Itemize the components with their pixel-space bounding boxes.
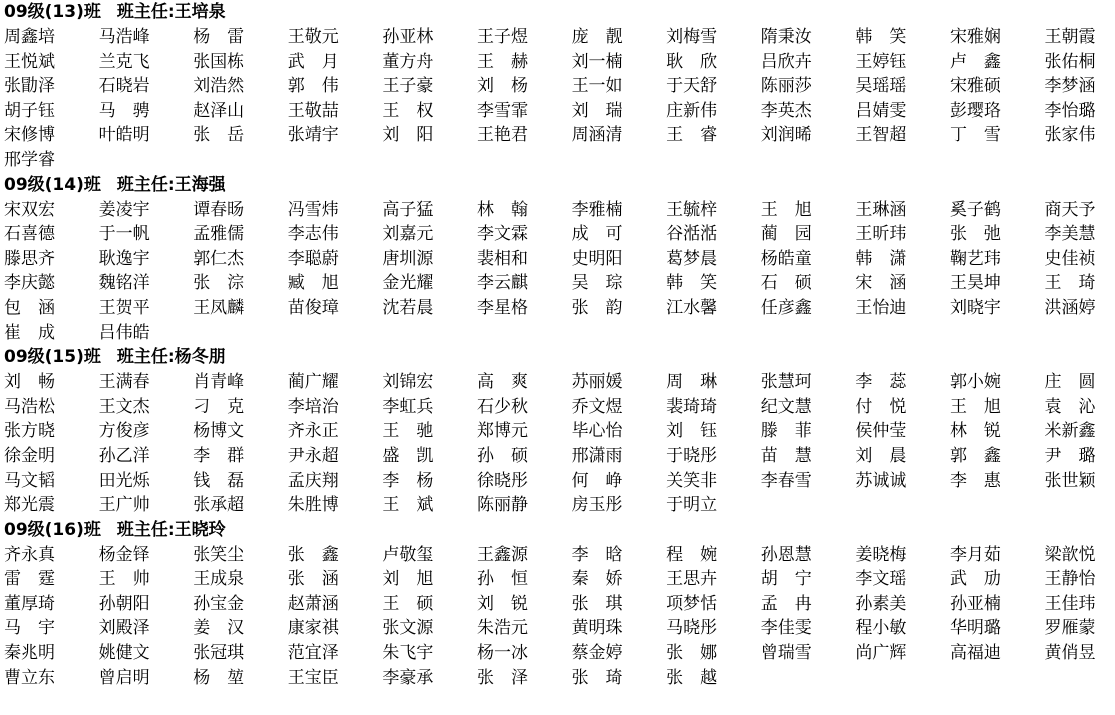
student-name: 雷 霆	[4, 569, 55, 590]
student-name: 吕欣卉	[760, 51, 812, 72]
student-name: 李 蕊	[855, 372, 907, 393]
student-name: 姜晓梅	[855, 544, 907, 565]
student-name: 商天予	[1044, 199, 1096, 220]
student-name: 徐晓彤	[476, 470, 528, 491]
student-name: 盛 凯	[382, 445, 434, 466]
student-name: 张 鑫	[287, 544, 339, 565]
student-name: 于天舒	[666, 76, 718, 97]
student-name: 刘 杨	[476, 76, 528, 97]
student-name: 李英杰	[760, 100, 812, 121]
student-name: 庞 靓	[571, 27, 623, 47]
student-name: 杨一冰	[476, 643, 528, 664]
student-name: 张 岳	[193, 125, 245, 146]
class-label: 09级(14)班	[4, 174, 101, 195]
student-name: 成 可	[571, 224, 623, 245]
student-name: 王一如	[571, 76, 623, 97]
student-name: 毕心怡	[571, 421, 623, 442]
student-name: 王成泉	[193, 569, 245, 590]
student-name: 王 驰	[382, 421, 434, 442]
student-name: 王 帅	[98, 569, 150, 590]
student-name: 房玉彤	[571, 495, 623, 516]
student-name: 刘浩然	[193, 76, 245, 97]
student-name: 杨皓童	[760, 248, 812, 269]
student-name: 李聪蔚	[287, 248, 339, 269]
student-name: 马晓彤	[666, 618, 718, 639]
student-name: 张家伟	[1044, 125, 1096, 146]
student-name: 王文杰	[98, 396, 150, 417]
student-name: 史佳祯	[1044, 248, 1096, 269]
student-name: 蔺 园	[760, 224, 812, 245]
student-name: 孙 硕	[476, 445, 528, 466]
class-label: 09级(16)班	[4, 519, 101, 540]
student-name: 苗俊璋	[287, 297, 339, 318]
class-label: 09级(13)班	[4, 2, 101, 22]
student-name: 包 涵	[4, 297, 55, 318]
student-name: 石晓岩	[98, 76, 150, 97]
student-name: 康家祺	[287, 618, 339, 639]
student-name: 李培治	[287, 396, 339, 417]
student-name-grid	[4, 25, 1115, 173]
student-name: 姚健文	[98, 643, 150, 664]
student-name: 董厚琦	[4, 593, 55, 614]
student-name: 耿逸宇	[98, 248, 150, 269]
student-name: 田光烁	[98, 470, 150, 491]
student-name: 谷湉湉	[666, 224, 718, 245]
student-name: 陈丽静	[476, 495, 528, 516]
student-name: 李 惠	[949, 470, 1001, 491]
student-name: 曾瑞雪	[760, 643, 812, 664]
student-name: 朱飞宇	[382, 643, 434, 664]
student-name: 王子煜	[476, 27, 528, 47]
student-name: 苏诚诚	[855, 470, 907, 491]
student-name: 齐永正	[287, 421, 339, 442]
student-name: 姜凌宇	[98, 199, 150, 220]
class-block	[4, 518, 1115, 691]
student-name: 孙乙洋	[98, 445, 150, 466]
student-name: 叶皓明	[98, 125, 150, 146]
student-name: 庄新伟	[666, 100, 718, 121]
student-name: 耿 欣	[666, 51, 718, 72]
class-header	[4, 518, 1115, 543]
student-name: 刘 旭	[382, 569, 434, 590]
student-name: 刘 阳	[382, 125, 434, 146]
student-name: 钱 磊	[193, 470, 245, 491]
student-name: 石 硕	[760, 273, 812, 294]
student-name: 郭小婉	[949, 372, 1001, 393]
student-name: 张 淙	[193, 273, 245, 294]
student-name: 邢学睿	[4, 149, 55, 170]
student-name: 崔 成	[4, 322, 55, 343]
student-name: 秦 娇	[571, 569, 623, 590]
student-name: 王 旭	[760, 199, 812, 220]
student-name: 王敬元	[287, 27, 339, 47]
student-name: 李 晗	[571, 544, 623, 565]
student-name: 沈若晨	[382, 297, 434, 318]
student-name: 马 骋	[98, 100, 150, 121]
student-name: 杨博文	[193, 421, 245, 442]
student-name: 朱胜博	[287, 495, 339, 516]
student-name: 刘梅雪	[666, 27, 718, 47]
student-name: 郑光震	[4, 495, 55, 516]
student-name: 宋雅硕	[949, 76, 1001, 97]
student-name: 吴瑶瑶	[855, 76, 907, 97]
student-name: 刘 钰	[666, 421, 718, 442]
student-name: 徐金明	[4, 445, 55, 466]
student-name: 方俊彦	[98, 421, 150, 442]
student-name: 王琳涵	[855, 199, 907, 220]
student-name: 王朝霞	[1044, 27, 1096, 47]
student-name: 张靖宇	[287, 125, 339, 146]
student-name: 冯雪炜	[287, 199, 339, 220]
student-name: 林 锐	[949, 421, 1001, 442]
student-name: 孙恩慧	[760, 544, 812, 565]
student-name: 米新鑫	[1044, 421, 1096, 442]
student-name: 庄 圆	[1044, 372, 1096, 393]
student-name: 肖青峰	[193, 372, 245, 393]
student-name: 张 弛	[949, 224, 1001, 245]
student-name: 张 越	[666, 667, 718, 688]
student-name: 高福迪	[949, 643, 1001, 664]
student-name: 李庆懿	[4, 273, 55, 294]
student-name: 唐圳源	[382, 248, 434, 269]
student-name: 秦兆明	[4, 643, 55, 664]
student-name: 王怡迪	[855, 297, 907, 318]
student-name: 张 琦	[571, 667, 623, 688]
student-name: 赵泽山	[193, 100, 245, 121]
student-name: 兰克飞	[98, 51, 150, 72]
student-name: 高 爽	[476, 372, 528, 393]
student-name: 李春雪	[760, 470, 812, 491]
student-name: 史明阳	[571, 248, 623, 269]
student-name: 项梦恬	[666, 593, 718, 614]
student-name: 李 群	[193, 445, 245, 466]
student-name: 马浩峰	[98, 27, 150, 47]
student-name: 曹立东	[4, 667, 55, 688]
student-name: 张 涵	[287, 569, 339, 590]
class-block	[4, 345, 1115, 518]
student-name: 李怡璐	[1044, 100, 1096, 121]
student-name: 洪涵婷	[1044, 297, 1096, 318]
student-name: 王佳玮	[1044, 593, 1096, 614]
student-name: 尹 璐	[1044, 445, 1096, 466]
student-name: 吕婧雯	[855, 100, 907, 121]
student-name: 罗雁蒙	[1044, 618, 1096, 639]
student-name: 李虹兵	[382, 396, 434, 417]
student-name: 董方舟	[382, 51, 434, 72]
student-name: 张 泽	[476, 667, 528, 688]
student-name: 王子豪	[382, 76, 434, 97]
student-name: 张国栋	[193, 51, 245, 72]
student-name: 宋双宏	[4, 199, 55, 220]
homeroom-teacher: 班主任:王海强	[116, 174, 226, 195]
student-name: 石少秋	[476, 396, 528, 417]
student-name: 张冠琪	[193, 643, 245, 664]
class-header	[4, 345, 1115, 370]
student-name: 王鑫源	[476, 544, 528, 565]
student-name: 王智超	[855, 125, 907, 146]
student-name: 吕伟皓	[98, 322, 150, 343]
class-header	[4, 0, 1115, 25]
student-name: 孙 恒	[476, 569, 528, 590]
student-name: 马浩松	[4, 396, 55, 417]
student-name: 裴琦琦	[666, 396, 718, 417]
student-name-grid	[4, 198, 1115, 346]
student-name: 李美慧	[1044, 224, 1096, 245]
student-name: 滕 菲	[760, 421, 812, 442]
student-name: 曾启明	[98, 667, 150, 688]
student-name: 张 韵	[571, 297, 623, 318]
student-name: 韩 笑	[666, 273, 718, 294]
student-name: 孙亚林	[382, 27, 434, 47]
student-name: 张 娜	[666, 643, 718, 664]
student-name: 孙宝金	[193, 593, 245, 614]
student-name: 孙朝阳	[98, 593, 150, 614]
student-name: 郭 鑫	[949, 445, 1001, 466]
student-name: 张笑尘	[193, 544, 245, 565]
student-name: 华明璐	[949, 618, 1001, 639]
student-name: 关笑非	[666, 470, 718, 491]
student-name: 齐永真	[4, 544, 55, 565]
student-name: 李志伟	[287, 224, 339, 245]
student-name: 张慧珂	[760, 372, 812, 393]
student-name: 马 宇	[4, 618, 55, 639]
student-name: 卢 鑫	[949, 51, 1001, 72]
student-name: 滕思齐	[4, 248, 55, 269]
student-name: 丁 雪	[949, 125, 1001, 146]
student-name: 孟庆翔	[287, 470, 339, 491]
homeroom-teacher: 班主任:王晓玲	[116, 519, 226, 540]
student-name: 李豪承	[382, 667, 434, 688]
student-name: 杨金铎	[98, 544, 150, 565]
student-name: 刘润晞	[760, 125, 812, 146]
student-name: 周 琳	[666, 372, 718, 393]
student-name: 李雪霏	[476, 100, 528, 121]
student-name: 魏铭洋	[98, 273, 150, 294]
student-name: 李文瑶	[855, 569, 907, 590]
student-name: 马文韬	[4, 470, 55, 491]
student-name: 张方晓	[4, 421, 55, 442]
student-name: 李文霖	[476, 224, 528, 245]
homeroom-teacher: 班主任:杨冬朋	[116, 347, 226, 368]
student-name: 杨 雷	[193, 27, 245, 47]
student-name: 张勖泽	[4, 76, 55, 97]
student-name: 王悦斌	[4, 51, 55, 72]
student-name: 刘 畅	[4, 372, 55, 393]
class-label: 09级(15)班	[4, 347, 101, 368]
class-block	[4, 0, 1115, 173]
student-name: 鞠艺玮	[949, 248, 1001, 269]
student-name: 孟 冉	[760, 593, 812, 614]
student-name: 王静怡	[1044, 569, 1096, 590]
student-name: 乔文煜	[571, 396, 623, 417]
student-name: 周涵清	[571, 125, 623, 146]
student-name: 李云麒	[476, 273, 528, 294]
student-name: 金光耀	[382, 273, 434, 294]
student-name: 葛梦晨	[666, 248, 718, 269]
student-name: 韩 笑	[855, 27, 907, 47]
student-name: 宋 涵	[855, 273, 907, 294]
student-name: 卢敬玺	[382, 544, 434, 565]
student-name: 程 婉	[666, 544, 718, 565]
student-name: 于一帆	[98, 224, 150, 245]
student-name: 张 琪	[571, 593, 623, 614]
student-name: 蔺广耀	[287, 372, 339, 393]
student-name: 刘一楠	[571, 51, 623, 72]
student-name: 孙素美	[855, 593, 907, 614]
student-name: 韩 潇	[855, 248, 907, 269]
student-name: 张承超	[193, 495, 245, 516]
student-name: 袁 沁	[1044, 396, 1096, 417]
student-name: 臧 旭	[287, 273, 339, 294]
student-name-grid	[4, 370, 1115, 518]
student-name: 胡 宁	[760, 569, 812, 590]
student-name: 刘 晨	[855, 445, 907, 466]
student-name: 邢潇雨	[571, 445, 623, 466]
student-name: 王敬喆	[287, 100, 339, 121]
student-name: 宋雅娴	[949, 27, 1001, 47]
student-name: 江水馨	[666, 297, 718, 318]
student-name-grid	[4, 543, 1115, 691]
student-name: 黄明珠	[571, 618, 623, 639]
student-name: 程小敏	[855, 618, 907, 639]
class-header	[4, 173, 1115, 198]
student-name: 任彦鑫	[760, 297, 812, 318]
student-name: 奚子鹤	[949, 199, 1001, 220]
student-name: 郭仁杰	[193, 248, 245, 269]
student-name: 郭 伟	[287, 76, 339, 97]
student-name: 刘嘉元	[382, 224, 434, 245]
student-name: 杨 堃	[193, 667, 245, 688]
student-name: 李雅楠	[571, 199, 623, 220]
student-name: 李佳雯	[760, 618, 812, 639]
student-name: 蔡金婷	[571, 643, 623, 664]
student-name: 王 权	[382, 100, 434, 121]
student-name: 刘 锐	[476, 593, 528, 614]
student-name: 尚广辉	[855, 643, 907, 664]
student-name: 裴相和	[476, 248, 528, 269]
student-name: 孙亚楠	[949, 593, 1001, 614]
student-name: 李星格	[476, 297, 528, 318]
student-name: 武 劢	[949, 569, 1001, 590]
student-name: 王 琦	[1044, 273, 1096, 294]
student-name: 彭璎珞	[949, 100, 1001, 121]
student-name: 尹永超	[287, 445, 339, 466]
student-name: 刘锦宏	[382, 372, 434, 393]
student-name: 刘殿泽	[98, 618, 150, 639]
student-name: 王 斌	[382, 495, 434, 516]
student-name: 高子猛	[382, 199, 434, 220]
student-name: 纪文慧	[760, 396, 812, 417]
student-name: 姜 汉	[193, 618, 245, 639]
student-name: 王贺平	[98, 297, 150, 318]
student-name: 王毓梓	[666, 199, 718, 220]
student-name: 朱浩元	[476, 618, 528, 639]
student-name: 王 硕	[382, 593, 434, 614]
student-name: 李月茹	[949, 544, 1001, 565]
student-name: 王昕玮	[855, 224, 907, 245]
student-name: 林 翰	[476, 199, 528, 220]
student-name: 王 赫	[476, 51, 528, 72]
student-name: 王 旭	[949, 396, 1001, 417]
student-name: 苏丽媛	[571, 372, 623, 393]
student-name: 于明立	[666, 495, 718, 516]
student-name: 宋修博	[4, 125, 55, 146]
class-block	[4, 173, 1115, 346]
student-name: 胡子钰	[4, 100, 55, 121]
student-name: 隋秉汝	[760, 27, 812, 47]
student-name: 苗 慧	[760, 445, 812, 466]
homeroom-teacher: 班主任:王培泉	[116, 2, 226, 22]
student-name: 王凤麟	[193, 297, 245, 318]
student-name: 刘 瑞	[571, 100, 623, 121]
student-name: 孟雅儒	[193, 224, 245, 245]
student-name: 武 月	[287, 51, 339, 72]
student-name: 周鑫培	[4, 27, 55, 47]
student-name: 张文源	[382, 618, 434, 639]
student-name: 张世颖	[1044, 470, 1096, 491]
student-name: 刁 克	[193, 396, 245, 417]
student-name: 王广帅	[98, 495, 150, 516]
student-name: 李 杨	[382, 470, 434, 491]
student-name: 吴 琮	[571, 273, 623, 294]
student-name: 陈丽莎	[760, 76, 812, 97]
student-name: 王满春	[98, 372, 150, 393]
student-name: 黄俏昱	[1044, 643, 1096, 664]
student-name: 谭春旸	[193, 199, 245, 220]
student-name: 王 睿	[666, 125, 718, 146]
student-name: 石喜德	[4, 224, 55, 245]
student-name: 梁歆悦	[1044, 544, 1096, 565]
student-name: 范宜泽	[287, 643, 339, 664]
student-name: 刘晓宇	[949, 297, 1001, 318]
student-name: 于晓彤	[666, 445, 718, 466]
student-name: 付 悦	[855, 396, 907, 417]
student-name: 张佑桐	[1044, 51, 1096, 72]
student-name: 王昊坤	[949, 273, 1001, 294]
student-name: 何 峥	[571, 470, 623, 491]
student-name: 王艳君	[476, 125, 528, 146]
student-name: 王婷钰	[855, 51, 907, 72]
student-name: 郑博元	[476, 421, 528, 442]
student-name: 王思卉	[666, 569, 718, 590]
student-name: 李梦涵	[1044, 76, 1096, 97]
student-name: 侯仲莹	[855, 421, 907, 442]
student-name: 王宝臣	[287, 667, 339, 688]
student-name: 赵萧涵	[287, 593, 339, 614]
